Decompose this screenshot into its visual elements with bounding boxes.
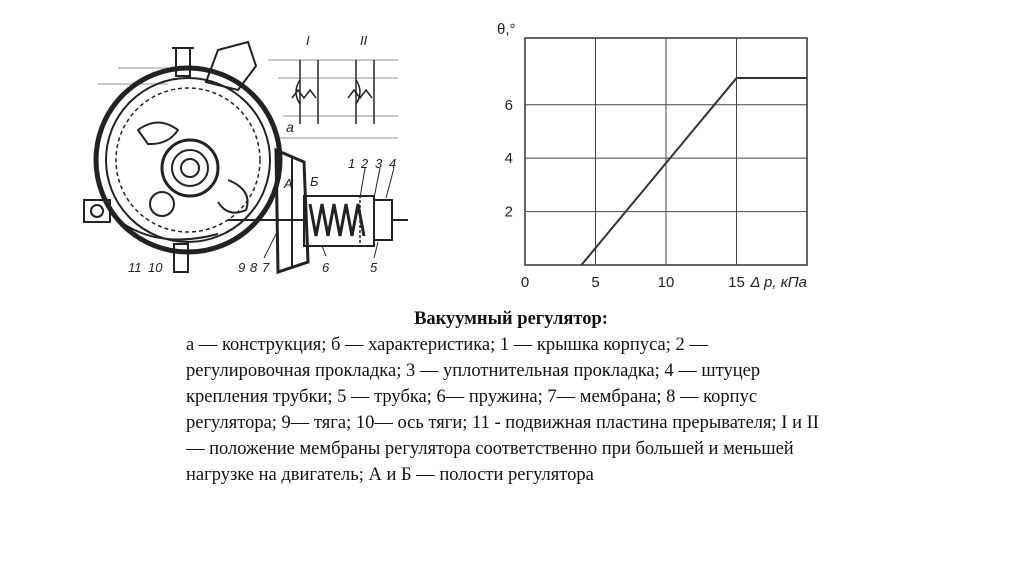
label-part-3: 3: [375, 156, 383, 171]
x-tick-label: 0: [520, 274, 530, 291]
label-part-2: 2: [361, 156, 369, 171]
label-cavity-a: А: [284, 176, 293, 191]
label-part-9: 9: [238, 260, 246, 275]
distributor-body: [96, 68, 280, 252]
label-part-7: 7: [262, 260, 270, 275]
chart-labels: [497, 21, 807, 291]
label-part-1: 1: [348, 156, 356, 171]
label-part-4: 4: [389, 156, 397, 171]
chart-svg: [470, 14, 830, 300]
x-axis-label: Δ p, кПа: [750, 274, 807, 291]
chart-series: [581, 78, 807, 265]
regulator-construction-drawing: [78, 20, 408, 290]
label-part-11: 11: [128, 260, 142, 275]
caption-body: а — конструкция; б — характеристика; 1 — крышка корпуса; 2 — регулировочная прокладка; 3 — уплотнительная прокладка; 4 — штуцер крепления трубки; 5 — трубка; 6— пружина; 7— мембрана; 8 — корпус регулятора; 9— тяга; 10— ось тяги; 11 - подвижная пластина прерывателя; I и II — положение мембраны регулятора соответственно при большей и меньшей нагрузке на двигатель; А и Б — полости регулятора: [186, 335, 819, 485]
label-part-8: 8: [250, 260, 258, 275]
figure-caption: [186, 306, 836, 488]
y-tick-label: 2: [504, 203, 513, 221]
x-tick-label: 5: [591, 274, 600, 291]
x-tick-label: 10: [657, 274, 675, 291]
y-tick-label: 4: [504, 150, 513, 168]
characteristic-chart: [470, 14, 830, 300]
label-a-view: а: [286, 119, 294, 135]
membrane-positions: [292, 60, 374, 124]
label-pos-ii: II: [360, 33, 368, 48]
x-tick-label: 15: [728, 274, 745, 291]
series-line: [581, 78, 807, 265]
y-tick-label: 6: [504, 96, 513, 114]
y-axis-label: θ,°: [497, 21, 516, 38]
label-pos-i: I: [306, 33, 310, 48]
label-part-5: 5: [370, 260, 378, 275]
chart-grid: [525, 38, 807, 265]
label-part-6: 6: [322, 260, 330, 275]
caption-title: Вакуумный регулятор:: [414, 309, 608, 329]
label-part-10: 10: [148, 260, 163, 275]
label-cavity-b: Б: [310, 174, 319, 189]
construction-svg: [78, 20, 408, 290]
